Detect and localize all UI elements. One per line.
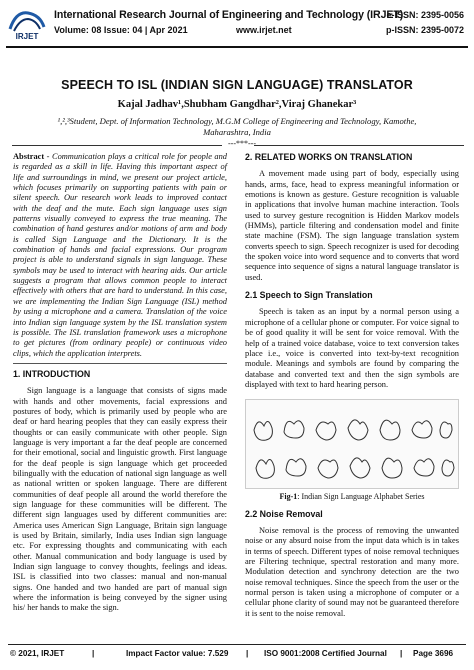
right-column (245, 152, 459, 619)
sign-alphabet-figure (245, 399, 459, 489)
author-affiliation (0, 116, 474, 138)
abstract (13, 152, 227, 359)
footer-page-number: Page 3696 (413, 649, 454, 658)
figure-caption-text: : Indian Sign Language Alphabet Series (297, 492, 425, 502)
footer-separator: | (92, 649, 95, 658)
logo-text: IRJET (15, 32, 39, 41)
journal-header (6, 5, 468, 45)
section-heading-introduction: 1. INTRODUCTION (13, 368, 91, 379)
p-issn: p-ISSN: 2395-0072 (385, 25, 464, 35)
related-works-text: A movement made using part of body, especially using hands, arms, face, head to express meaningful information or emotions is known as gesture. Gesture recognition is valuable in applications that involve human machine interaction. Tools used to survey gesture recognition is Hidden Markov models (HMMs), particle filtering and condensation model and finite state machine (FSM). The sign language translation system converts speech to sign. Speech recognizer is used for decoding the spoken voice into word sequence and to converts that word sequence into sequence of signs a natural language translator is used. (245, 169, 459, 282)
footer-iso-certification: ISO 9001:2008 Certified Journal (264, 649, 387, 658)
noise-removal-text: Noise removal is the process of removing the unwanted noise or any absurd noise from the input data which is in takes in terms of speech. Different types of noise removal techniques are Filtering technique, spectral restoration and many more. Modulation detection and synchrony detection are the two noise removal techniques. Since the speech from the user or the normal person is taken using a microphone of computer or a cellular phone clarity of sound may not be guaranteed therefore it is sent to the noise removal. (245, 525, 459, 618)
left-column (13, 152, 227, 614)
section-heading-speech-to-sign: 2.1 Speech to Sign Translation (245, 290, 373, 301)
paper-authors: Kajal Jadhav¹,Shubham Gangdhar²,Viraj Ghanekar³ (117, 99, 357, 110)
header-divider (6, 46, 468, 48)
separator-rule-right (254, 145, 464, 146)
separator-rule-left (12, 145, 222, 146)
irjet-logo (6, 7, 48, 41)
abstract-label: Abstract (13, 152, 45, 161)
section-heading-related-works: 2. RELATED WORKS ON TRANSLATION (245, 152, 413, 162)
paper-title: SPEECH TO ISL (INDIAN SIGN LANGUAGE) TRANSLATOR (61, 78, 413, 92)
figure-caption (245, 492, 459, 502)
separator-mark: ---***--- (228, 139, 256, 148)
journal-title: International Research Journal of Engineering and Technology (IRJET) (54, 9, 404, 21)
affiliation-line-2: Maharashtra, India (203, 127, 271, 137)
footer-impact-factor: Impact Factor value: 7.529 (126, 649, 229, 658)
affiliation-line-1: ¹,²,³Student, Dept. of Information Technology, M.G.M College of Engineering and Technology, Kamothe, (57, 116, 417, 126)
footer-divider (8, 644, 466, 645)
volume-issue: Volume: 08 Issue: 04 | Apr 2021 (54, 25, 188, 35)
abstract-divider (13, 363, 227, 364)
section-heading-noise-removal: 2.2 Noise Removal (245, 508, 323, 519)
figure-label: Fig-1 (279, 492, 298, 502)
footer-separator: | (400, 649, 403, 658)
introduction-text: Sign language is a language that consists of signs made with hands and other movements, facial expressions and postures of body, which is primarily used by people who are deaf or hard hearing peoples that they can easily express their thoughts or can easily communicate with other people. Sign language is very important a far the deaf people are concerned for their emotional, social and linguistic growth. First language for the deaf people is sign language which get proceeded bilingually with the education of national sign language as well as national written or spoken language. There are different communities of deaf people all around the world therefore the sign language for these communities will be different. The different sign languages used by different communities are: America uses American Sign Language, Britain sign language is used by Britain, similarly, India uses Indian sign language etc. For expressing thoughts and communicating with each other. Manual communication and body language is used by Indian sign language to convey thoughts, feelings and ideas. ISL is classified into two classes: manual and non-manual signs. One handed and two handed are part of manual sign where the information is being conveyed by the signer using his/ her hands to make the sign. (13, 386, 227, 613)
abstract-text: - Communication plays a critical role for people and is regarded as a skill in life. Having this important aspect of life and surroundings in mind, we present our project article, which focuses primarily on supporting patients with pain or silent speech. Our research work leads to improved contact with the deaf and the mute. Each sign language uses sign patterns visually conveyed to express the true meaning. The combination of hand gestures and/or motions of arm and body is called Sign Language and the Dictionary. It is the combination of hands and facial expressions. Our program project is able to understand signals in sign language. These symbols may be used to interact with hearing aids. Our article suggests a program that allows common people to interact effectively with others that are hard to understand. In this case, we are implementing the Indian Sign Language (ISL) method by using a microphone and a camera. Translation of the voice into Indian sign language system by the ISL translation system is possible. The ISL translation framework uses a microphone to get pictures (from ordinary people) or continuous video clips, which the application interprets. (13, 152, 227, 358)
footer-separator: | (246, 649, 249, 658)
speech-to-sign-text: Speech is taken as an input by a normal person using a microphone of a cellular phone or computer. For voice signal to be of good quality it will be sent for voice removal. With the help of a trained voice database, voice to text conversion takes place i.e., voice is converted into text-by-text recognition module. Meanings and symbols are found by comparing the database and converted text and then the sign symbols are displayed with text to hard hearing person. (245, 307, 459, 389)
hand-sign-illustrations (246, 400, 458, 488)
footer-copyright: © 2021, IRJET (10, 649, 65, 658)
e-issn: e-ISSN: 2395-0056 (386, 10, 464, 20)
journal-website-link[interactable]: www.irjet.net (236, 25, 292, 35)
